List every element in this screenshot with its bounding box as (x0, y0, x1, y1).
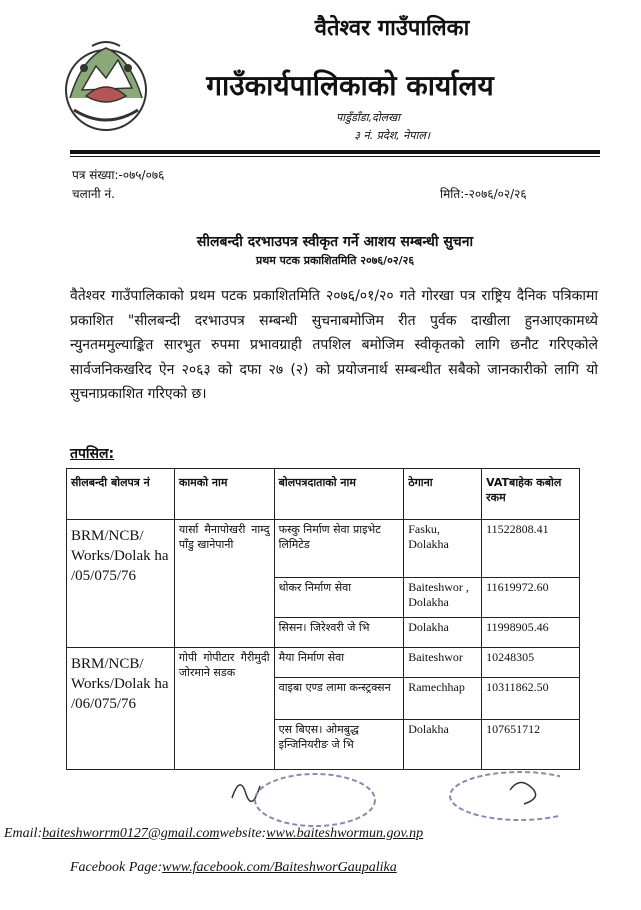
bidder-address: Baiteshwor (404, 648, 482, 678)
header-divider-thin (70, 156, 600, 157)
table-row (67, 520, 580, 578)
bidder-name: एस बिएस। ओमबुद्ध इन्जिनियरीङ जे भि (274, 720, 404, 770)
email-label: Email: (4, 826, 43, 841)
signature-stamp-area (220, 768, 560, 828)
bidder-address: Dolakha (404, 618, 482, 648)
facebook-line (70, 860, 397, 876)
notice-title: सीलबन्दी दरभाउपत्र स्वीकृत गर्ने आशय सम्बन्धी सुचना (196, 234, 474, 250)
header-work: कामको नाम (174, 469, 274, 520)
table-header-row (67, 469, 580, 520)
bid-amount: 10248305 (482, 648, 580, 678)
municipality-name: वैतेश्वर गाउँपालिका (314, 16, 470, 41)
bid-table (66, 468, 580, 770)
bidder-name: फस्कु निर्माण सेवा प्राइभेट लिमिटेड (274, 520, 404, 578)
header-amount: VATबाहेक कबोल रकम (482, 469, 580, 520)
bid-number: BRM/NCB/ Works/Dolak ha /06/075/76 (67, 648, 175, 770)
notice-subtitle: प्रथम पटक प्रकाशितमिति २०७६/०२/२६ (255, 254, 415, 267)
header-divider (70, 150, 600, 154)
header-bid-no: सीलबन्दी बोलपत्र नं (67, 469, 175, 520)
address-line-2: ३ नं. प्रदेश, नेपाल। (354, 129, 430, 142)
bid-amount: 11522808.41 (482, 520, 580, 578)
bidder-name: वाइबा एण्ड लामा कन्स्ट्रक्सन (274, 678, 404, 720)
bid-amount: 11998905.46 (482, 618, 580, 648)
notice-body: वैतेश्वर गाउँपालिकाको प्रथम पटक प्रकाशितमिति २०७६/०१/२० गते गोरखा पत्र राष्ट्रिय दैनिक पत्रिकामा प्रकाशित "सीलबन्दी दरभाउपत्र सम्बन्धी सुचनाबमोजिम रीत पुर्वक दाखीला हुनआएकामध्ये न्युनतममुल्याङ्कित सारभुत रुपमा प्रभावग्राही तपशिल बमोजिम स्वीकृतको लागि छनौट गरिएकोले सार्वजनिकखरिद ऐन २०६३ को दफा २७ (२) को प्रयोजनार्थ सम्बन्धीत सबैको जानकारीको लागि यो सुचनाप्रकाशित गरिएको छ। (70, 288, 598, 402)
bid-amount: 107651712 (482, 720, 580, 770)
letter-number: पत्र संख्या:-०७५/०७६ (72, 168, 165, 182)
office-title: गाउँकार्यपालिकाको कार्यालय (206, 69, 494, 102)
table-row (67, 648, 580, 678)
details-heading: तपसिल: (70, 446, 115, 462)
facebook-link[interactable]: www.facebook.com/BaiteshworGaupalika (162, 860, 397, 875)
bid-amount: 10311862.50 (482, 678, 580, 720)
contact-line (4, 826, 423, 842)
header-address: ठेगाना (404, 469, 482, 520)
bid-number: BRM/NCB/ Works/Dolak ha /05/075/76 (67, 520, 175, 648)
website-link[interactable]: www.baiteshwormun.gov.np (266, 826, 424, 841)
work-name: गोपी गोपीटार गैरीमुदी जोरमाने सडक (174, 648, 274, 770)
work-name: यार्सा मैनापोखरी नाम्दु पाँडु खानेपानी (174, 520, 274, 648)
bidder-address: Ramechhap (404, 678, 482, 720)
bidder-name: सिसन। जिरेश्वरी जे भि (274, 618, 404, 648)
bidder-address: Dolakha (404, 720, 482, 770)
nepal-emblem-icon (62, 38, 150, 134)
bidder-name: मैया निर्माण सेवा (274, 648, 404, 678)
facebook-label: Facebook Page: (70, 860, 163, 875)
bidder-address: Baiteshwor , Dolakha (404, 578, 482, 618)
bid-amount: 11619972.60 (482, 578, 580, 618)
dispatch-number: चलानी नं. (72, 187, 115, 201)
address-line-1: पाडुँडाँडा,दोलखा (336, 111, 400, 124)
bidder-name: थोकर निर्माण सेवा (274, 578, 404, 618)
letter-date: मिति:-२०७६/०२/२६ (440, 187, 527, 201)
header-bidder: बोलपत्रदाताको नाम (274, 469, 404, 520)
website-label: website: (219, 826, 267, 841)
email-link[interactable]: baiteshworrm0127@gmail.com (42, 826, 220, 841)
bidder-address: Fasku, Dolakha (404, 520, 482, 578)
